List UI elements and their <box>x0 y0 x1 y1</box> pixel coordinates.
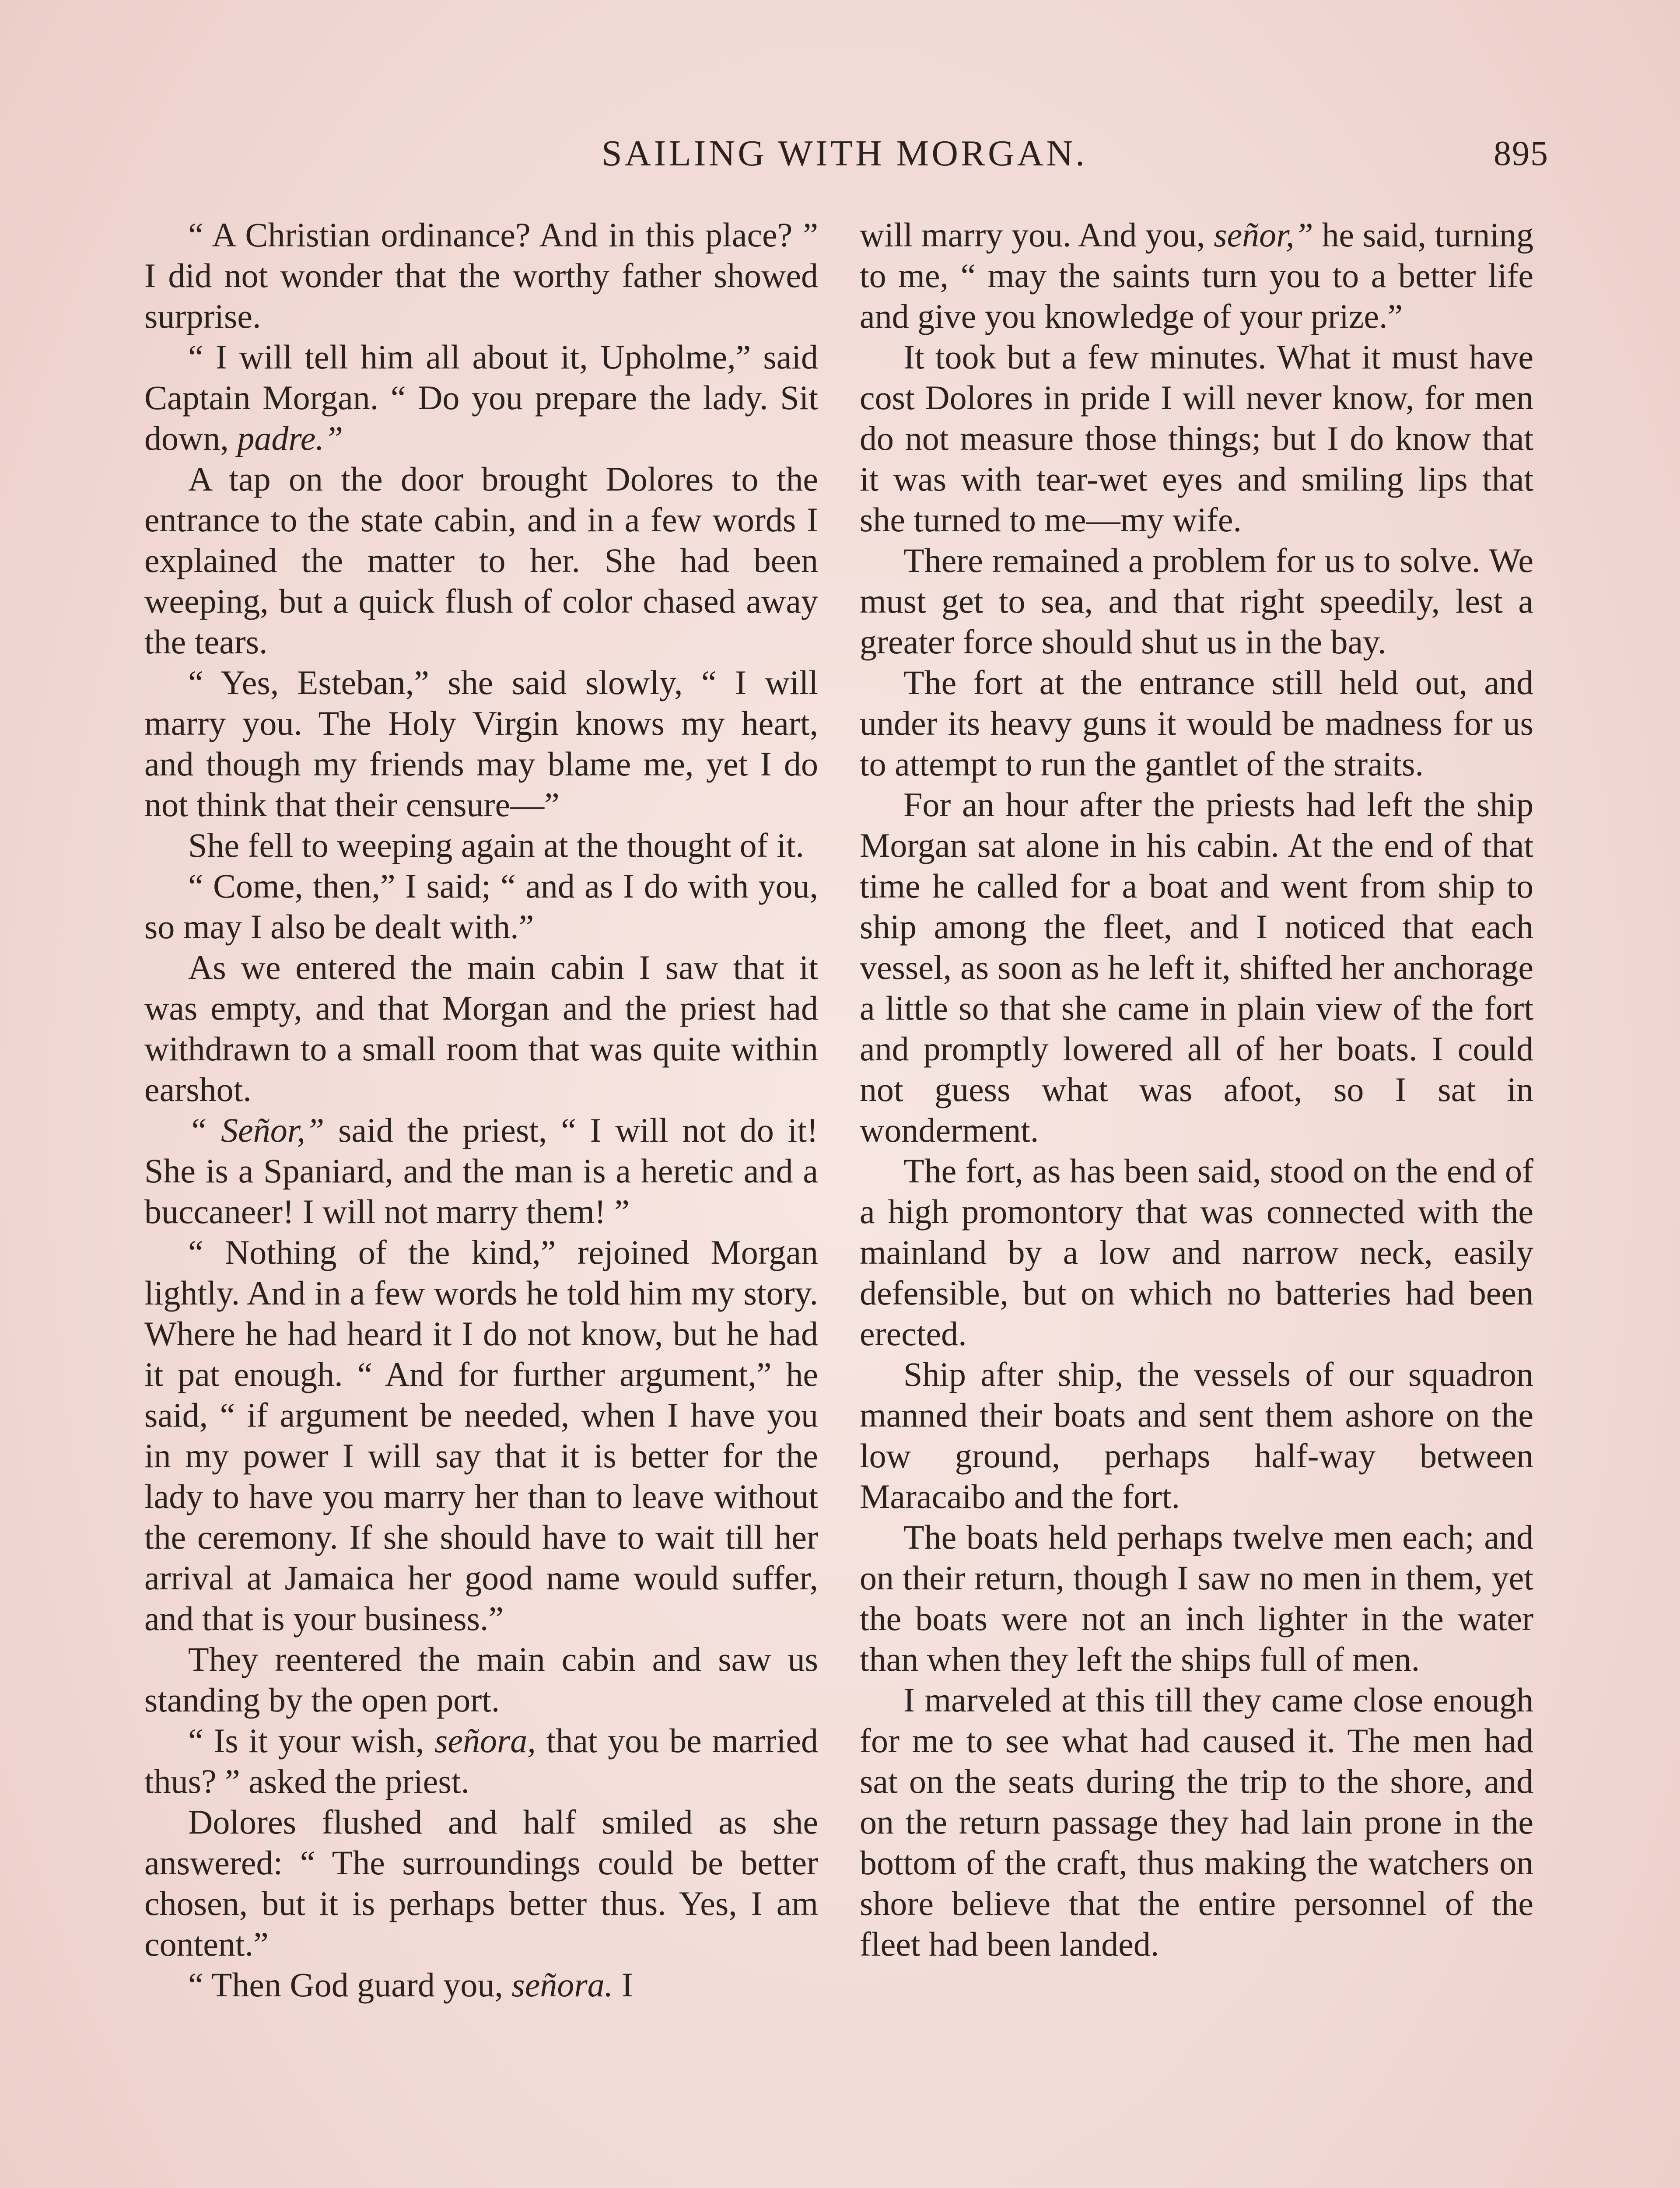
text-run: It took but a few minutes. What it must have cost Dolores in pride I will never know, for men do not measure those things; but I do know that it was with tear-wet eyes and smiling lips that she turned to me—my wife. <box>860 338 1533 539</box>
text-run: Ship after ship, the vessels of our squadron manned their boats and sent them ashore on the low ground, perhaps half-way between Maracaibo and the fort. <box>860 1355 1533 1515</box>
text-run: There remained a problem for us to solve. We must get to sea, and that right speedily, lest a greater force should shut us in the bay. <box>860 541 1533 661</box>
paragraph <box>144 662 818 825</box>
text-run: She fell to weeping again at the thought of it. <box>188 826 804 864</box>
text-run: he said, turning to me, “ may the saints turn you to a better life and give you knowledge of your prize.” <box>860 216 1533 335</box>
text-run: “ Yes, Esteban,” she said slowly, “ I will marry you. The Holy Virgin knows my heart, and though my friends may blame me, yet I do not think that their censure—” <box>144 663 818 824</box>
page-header <box>140 130 1549 178</box>
italic-text: señor,” <box>1214 216 1313 254</box>
text-run: As we entered the main cabin I saw that it was empty, and that Morgan and the priest had withdrawn to a small room that was quite within earshot. <box>144 948 818 1108</box>
italic-text: “ Señor,” <box>188 1111 325 1149</box>
paragraph <box>144 1110 818 1232</box>
text-run: “ A Christian ordinance? And in this place? ” I did not wonder that the worthy father showed surprise. <box>144 216 818 335</box>
paragraph <box>860 1354 1533 1517</box>
text-run: They reentered the main cabin and saw us standing by the open port. <box>144 1640 818 1719</box>
running-title: SAILING WITH MORGAN. <box>601 133 1088 174</box>
text-run: “ Come, then,” I said; “ and as I do with you, so may I also be dealt with.” <box>144 867 818 946</box>
paragraph <box>860 1680 1533 1964</box>
paragraph <box>860 214 1533 337</box>
paragraph <box>144 214 818 337</box>
paragraph <box>860 1517 1533 1680</box>
paragraph <box>144 825 818 866</box>
text-run: “ Is it your wish, <box>188 1722 434 1760</box>
paragraph <box>144 1964 818 2005</box>
italic-text: señora, <box>434 1722 536 1760</box>
paragraph <box>144 1720 818 1802</box>
paragraph <box>144 1232 818 1639</box>
page-number: 895 <box>1494 134 1549 173</box>
text-run: “ Then God guard you, <box>188 1966 512 2004</box>
text-run: said the priest, “ I will not do it! She is a Spaniard, and the man is a heretic and a buccaneer! I will not marry them! ” <box>144 1111 819 1231</box>
paragraph <box>860 540 1533 662</box>
italic-text: señora. <box>511 1966 613 2004</box>
text-run: “ Nothing of the kind,” rejoined Morgan lightly. And in a few words he told him my story. Where he had heard it I do not know, but he had it pat enough. “ And for further argument,” he said, “ if argument be needed, when I have you in my power I will say that it is better for the lady to have you marry her than to leave without the ceremony. If she should have to wait till her arrival at Jamaica her good name would suffer, and that is your business.” <box>144 1233 818 1637</box>
right-text-column <box>860 214 1533 1964</box>
italic-text: padre.” <box>237 419 343 457</box>
paragraph <box>144 459 818 662</box>
text-run: For an hour after the priests had left the ship Morgan sat alone in his cabin. At the end of that time he called for a boat and went from ship to ship among the fleet, and I noticed that each vessel, as soon as he left it, shifted her anchorage a little so that she came in plain view of the fort and promptly lowered all of her boats. I could not guess what was afoot, so I sat in wonderment. <box>860 785 1533 1149</box>
paragraph <box>860 784 1533 1150</box>
text-run: The fort at the entrance still held out, and under its heavy guns it would be madness for us to attempt to run the gantlet of the straits. <box>860 663 1533 783</box>
text-run: The boats held perhaps twelve men each; and on their return, though I saw no men in them, yet the boats were not an inch lighter in the water than when they left the ships full of men. <box>860 1518 1533 1678</box>
paragraph <box>860 1150 1533 1354</box>
text-run: A tap on the door brought Dolores to the entrance to the state cabin, and in a few words I explained the matter to her. She had been weeping, but a quick flush of color chased away the tears. <box>144 460 818 661</box>
text-run: The fort, as has been said, stood on the end of a high promontory that was connected with the mainland by a low and narrow neck, easily defensible, but on which no batteries had been erected. <box>860 1152 1533 1353</box>
paragraph <box>144 866 818 947</box>
left-text-column <box>144 214 818 2005</box>
paragraph <box>144 947 818 1110</box>
text-run: will marry you. And you, <box>860 216 1214 254</box>
text-run: I marveled at this till they came close enough for me to see what had caused it. The men had sat on the seats during the trip to the shore, and on the return passage they had lain prone in the bottom of the craft, thus making the watchers on shore believe that the entire personnel of the fleet had been landed. <box>860 1681 1533 1963</box>
paragraph <box>144 1639 818 1720</box>
text-run: I <box>613 1966 633 2004</box>
text-run: that you be married thus? ” asked the priest. <box>144 1722 818 1800</box>
text-run: Dolores flushed and half smiled as she answered: “ The surroundings could be better chosen, but it is perhaps better thus. Yes, I am content.” <box>144 1803 818 1963</box>
paragraph <box>144 1802 818 1964</box>
paragraph <box>144 337 818 459</box>
text-run: “ I will tell him all about it, Upholme,” said Captain Morgan. “ Do you prepare the lady. Sit down, <box>144 338 818 457</box>
paragraph <box>860 662 1533 784</box>
paragraph <box>860 337 1533 540</box>
